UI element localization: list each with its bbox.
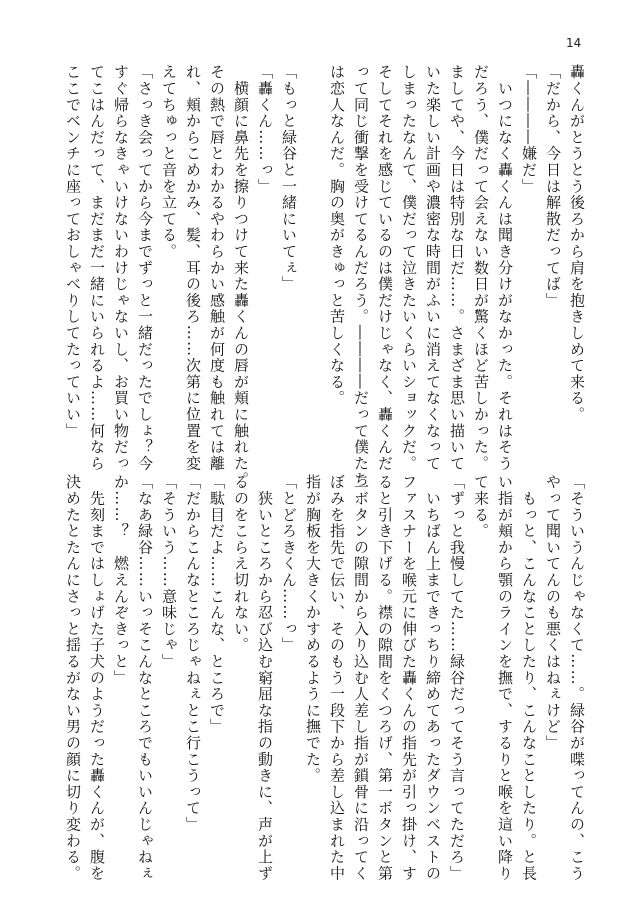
text-line: 轟くんがとうとう後ろから肩を抱きしめて来る。 [568, 64, 586, 423]
text-line: やって聞いてんのも悪くはねぇけど」 [544, 474, 562, 752]
text-line: て来る。 [472, 474, 490, 540]
text-line: るのをこらえ切れない。 [232, 474, 250, 654]
text-line: もっと、こんなことしたり、こんなことしたり。と長 [520, 474, 538, 882]
text-line: れ、頬からこめかみ、髪、耳の後ろ……次第に位置を変 [184, 64, 202, 472]
text-line: 「轟くん……っ」 [256, 64, 274, 195]
text-line: その熱で唇とわかるやわらかい感触が何度も触れては離 [208, 64, 226, 472]
text-line: って同じ衝撃を受けてるんだろう。――――だって僕たち [352, 64, 370, 488]
text-line: しまったなんて、僕だって泣きたいくらいショックだ。 [400, 64, 418, 472]
text-line: 「駄目だよ……こんな、ところで」 [208, 474, 226, 735]
text-line: 「さっき会ってから今までずっと一緒だったでしょ？今 [136, 64, 154, 472]
text-line: ここでベンチに座っておしゃべりしてたっていい」 [64, 64, 82, 439]
text-line: 「だからこんなところじゃねぇとこ行こうって」 [184, 474, 202, 833]
text-line: 「もっと緑谷と一緒にいてぇ」 [280, 64, 298, 293]
text-line [301, 64, 325, 454]
text-line: 「そういう……意味じゃ」 [160, 474, 178, 670]
text-line: い指が頬から顎のラインを撫で、するりと喉を這い降り [496, 474, 514, 882]
text-line: 先刻まではしょげた子犬のようだった轟くんが、腹を [88, 474, 106, 882]
text-line: てこはんだって、まだまだ一緒にいられるよ……何なら [88, 64, 106, 472]
text-line: 「なあ緑谷……いっそこんなところでもいいんじゃねぇ [136, 474, 154, 882]
text-line: 「だから、今日は解散だってば」 [544, 64, 562, 309]
text-line: すぐ帰らなきゃいけないわけじゃないし、お買い物だっ [112, 64, 130, 472]
text-line: ると引き下げる。襟の隙間をくつろげ、第一ボタンと第 [376, 474, 394, 882]
upper-text-block [64, 64, 589, 488]
text-line: 「ずっと我慢してた……緑谷だってそう言ってただろ」 [448, 474, 466, 882]
text-line: 決めたとたんにさっと揺るがない男の顔に切り変わる。 [64, 474, 82, 882]
text-line: 横顔に鼻先を擦りつけて来た轟くんの唇が頬に触れた。 [232, 64, 250, 488]
text-line: か……？ 燃えんぞきっと」 [112, 474, 130, 686]
text-line: だろう、僕だって会えない数日が驚くほど苦しかった。 [472, 64, 490, 472]
text-line: えてちゅっと音を立てる。 [160, 64, 178, 260]
text-line: いつになく轟くんは聞き分けがなかった。それはそう [496, 64, 514, 472]
text-line: そしてそれを感じているのは僕だけじゃなく、轟くんだ [376, 64, 394, 472]
text-line: いちばん上まできっちり締めてあったダウンベストの [424, 474, 442, 882]
text-line: 狭いところから忍び込む窮屈な指の動きに、声が上ず [256, 474, 274, 882]
text-line: ファスナーを喉元に伸びた轟くんの指先が引っ掛け、す [400, 474, 418, 882]
text-line: ましてや、今日は特別な日だ……。さまざま思い描いて [448, 64, 466, 472]
lower-text-block [64, 474, 589, 882]
page-number: 14 [566, 36, 582, 50]
text-line: 「そういうんじゃなくて……。緑谷が喋ってんの、こう [568, 474, 586, 882]
text-line: いた楽しい計画や濃密な時間がふいに消えてなくなって [424, 64, 442, 472]
text-line: は恋人なんだ。胸の奥がきゅっと苦しくなる。 [328, 64, 346, 407]
text-line: 指が胸板を大きくかすめるように撫でた。 [304, 474, 322, 784]
text-line: ぼみを指先で伝い、そのもう一段下から差し込まれた中 [328, 474, 346, 882]
text-line: 「とどろきくん……っ」 [280, 474, 298, 654]
text-line: 二ボタンの隙間から入り込む人差し指が鎖骨に沿ってく [352, 474, 370, 882]
text-line: 「――――嫌だ」 [520, 64, 538, 195]
